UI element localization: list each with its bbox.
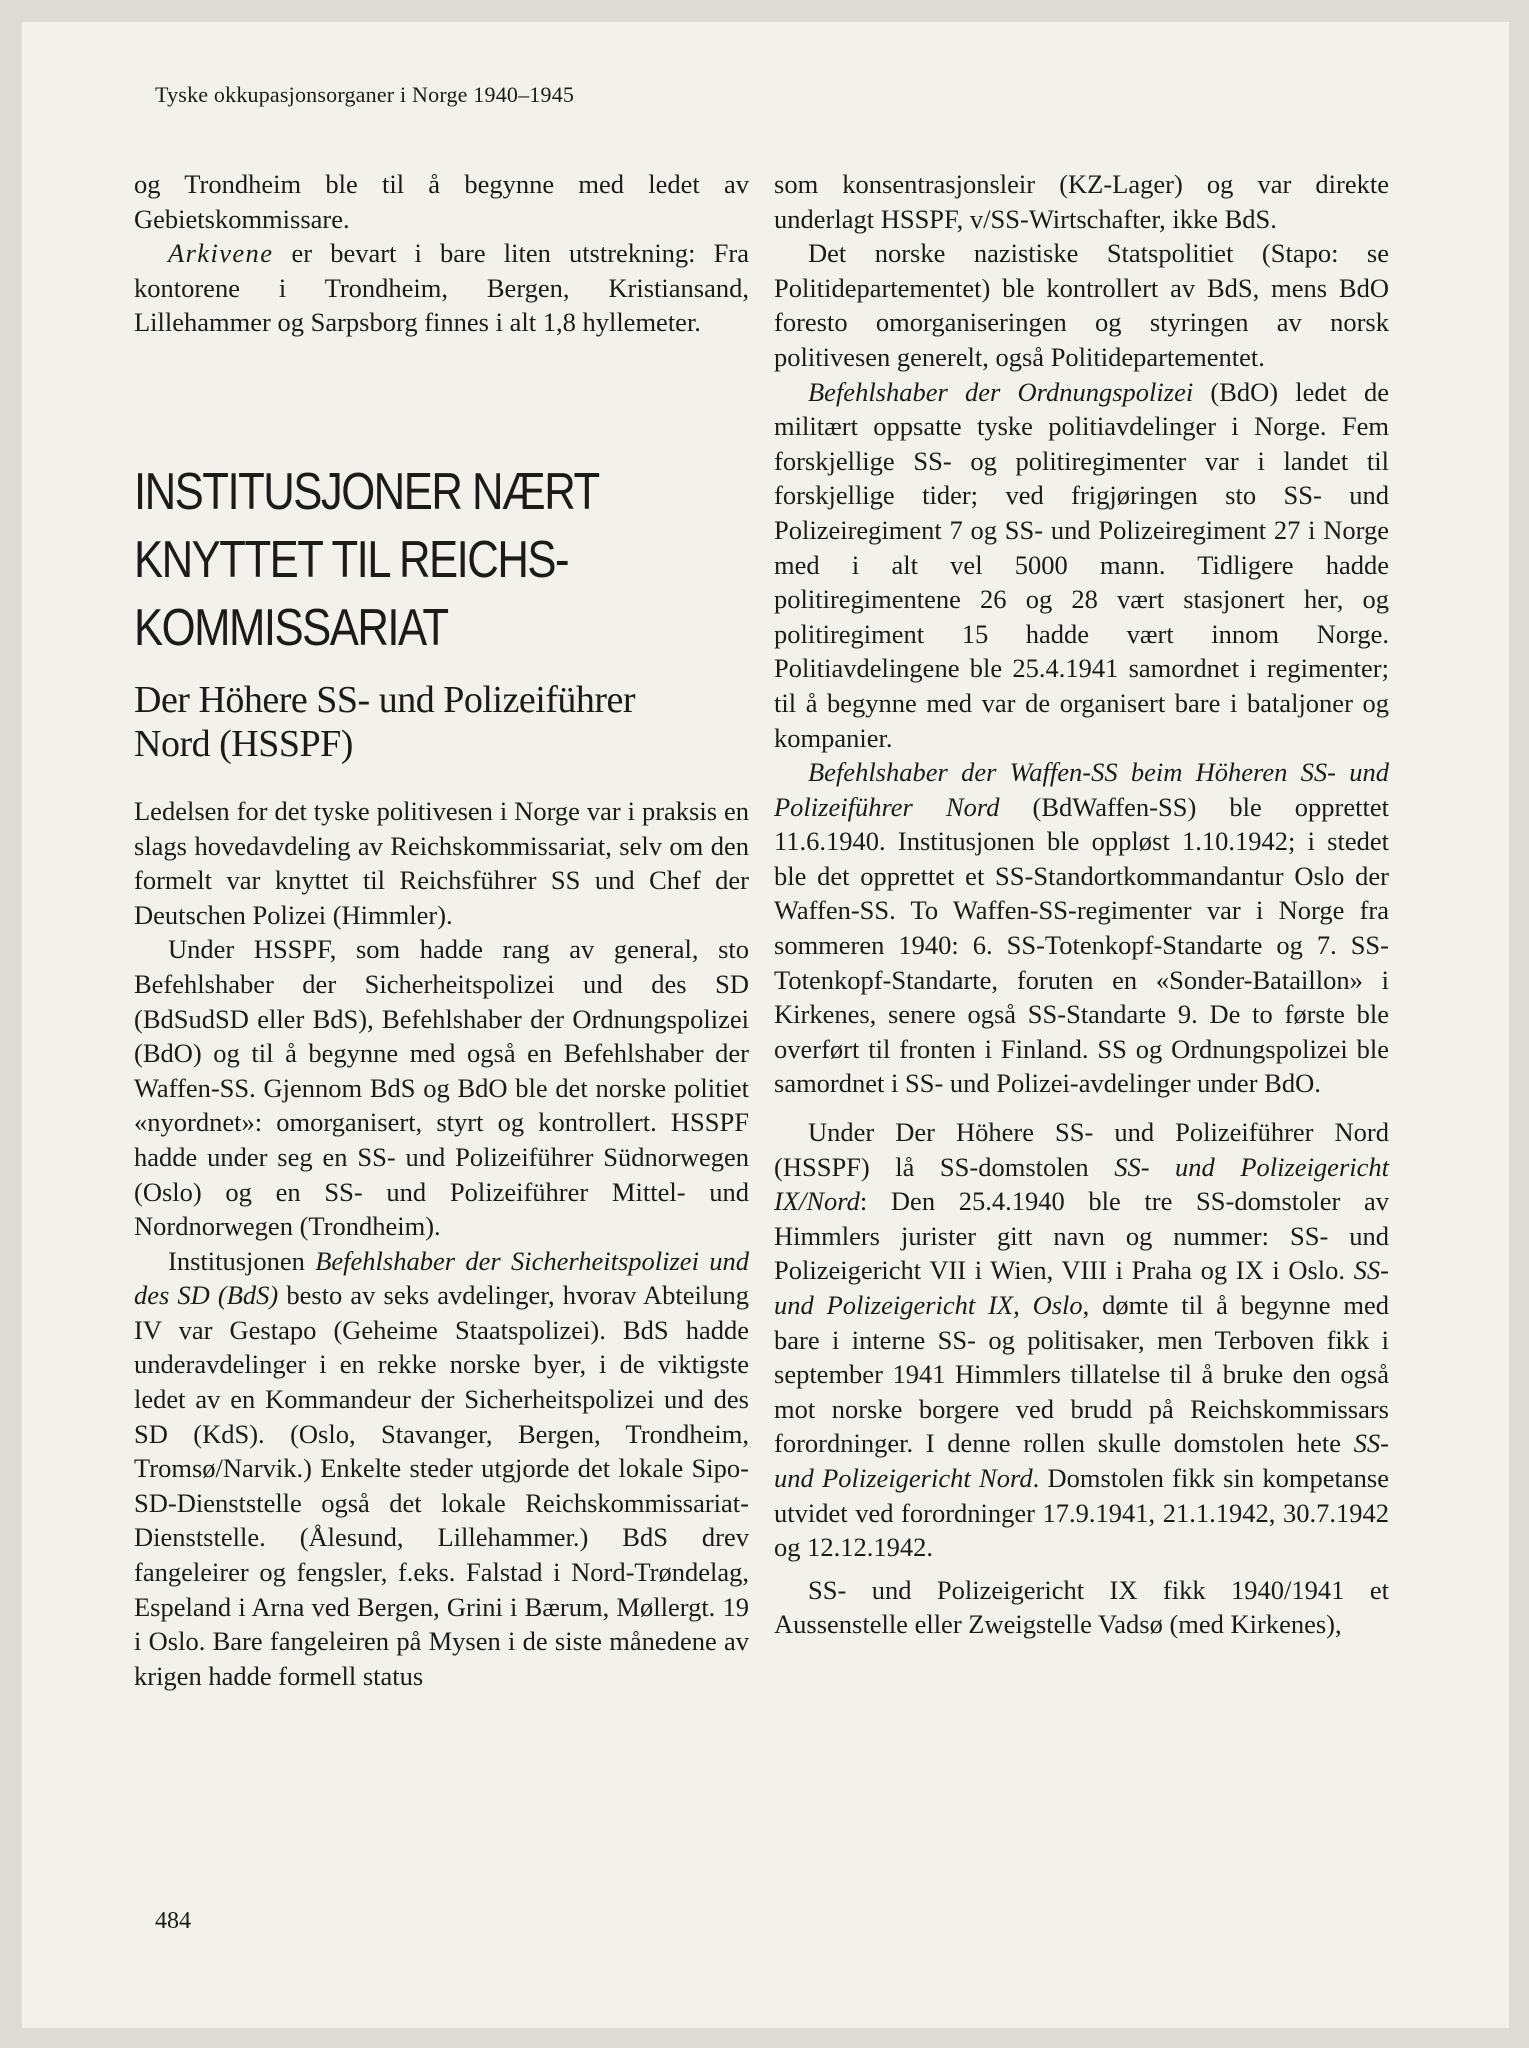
subsection-heading bbox=[134, 678, 749, 766]
text-run: besto av seks avdelinger, hvorav Abteilung IV var Gestapo (Geheime Staatspolizei). BdS hadde underavdelinger i en rekke norske byer, i de viktigste ledet av en Kommandeur der Sicherheitspolizei und des SD (KdS). (Oslo, Stavanger, Bergen, Trondheim, Tromsø/Narvik.) Enkelte steder utgjorde det lokale Sipo-SD-Dienststelle også det lokale Reichskommissariat-Dienststelle. (Ålesund, Lillehammer.) BdS drev fangeleirer og fengsler, f.eks. Falstad i Nord-Trøndelag, Espeland i Arna ved Bergen, Grini i Bærum, Møllergt. 19 i Oslo. Bare fangeleiren på Mysen i de siste månedene av krigen hadde formell status bbox=[134, 1280, 749, 1691]
text-run: (BdWaffen-SS) ble opprettet 11.6.1940. Institusjonen ble oppløst 1.10.1942; i stedet ble det opprettet et SS-Standortkommandantur Oslo der Waffen-SS. To Waffen-SS-regimenter var i Norge fra sommeren 1940: 6. SS-Totenkopf-Standarte og 7. SS-Totenkopf-Standarte, foruten en «Sonder-Bataillon» i Kirkenes, senere også SS-Standarte 9. De to første ble overført til fronten i Finland. SS og Ordnungspolizei ble samordnet i SS- und Polizei-avdelinger under BdO. bbox=[774, 791, 1389, 1099]
page-number: 484 bbox=[155, 1908, 191, 1934]
heading-line: KOMMISSARIAT bbox=[134, 598, 448, 657]
book-page bbox=[22, 22, 1509, 2028]
text-run: Institusjonen bbox=[168, 1245, 316, 1276]
italic-term: Befehlshaber der Ordnungspolizei bbox=[808, 376, 1194, 407]
paragraph: som konsentrasjonsleir (KZ-Lager) og var direkte underlagt HSSPF, v/SS-Wirtschafter, ikke BdS. bbox=[774, 169, 1389, 234]
running-head: Tyske okkupasjonsorganer i Norge 1940–1945 bbox=[155, 82, 575, 107]
heading-line: INSTITUSJONER NÆRT bbox=[134, 462, 599, 521]
paragraph: SS- und Polizeigericht IX fikk 1940/1941 et Aussenstelle eller Zweigstelle Vadsø (med Kirkenes), bbox=[774, 1574, 1389, 1640]
paragraph bbox=[774, 375, 1389, 756]
italic-term: Befehlshaber der Sicherheitspolizei und des SD (BdS) bbox=[134, 1245, 749, 1311]
italic-term: SS- und Polizeigericht IX/Nord bbox=[774, 1151, 1389, 1217]
text-run: . Domstolen fikk sin kompetanse utvidet ved forordninger 17.9.1941, 21.1.1942, 30.7.1942 og 12.12.1942. bbox=[774, 1462, 1389, 1563]
italic-term: Befehlshaber der Waffen-SS beim Höheren SS- und Polizeiführer Nord bbox=[774, 757, 1389, 822]
paragraph: Under HSSPF, som hadde rang av general, sto Befehlshaber der Sicherheitspolizei und des SD (BdSudSD eller BdS), Befehlshaber der Ordnungspolizei (BdO) og til å begynne med også en Befehlshaber der Waffen-SS. Gjennom BdS og BdO ble det norske politiet «nyordnet»: omorganisert, styrt og kontrollert. HSSPF hadde under seg en SS- und Polizeiführer Südnorwegen (Oslo) og en SS- und Polizeiführer Mittel- und Nordnorwegen (Trondheim). bbox=[134, 934, 749, 1242]
text-run: Under Der Höhere SS- und Polizeiführer Nord (HSSPF) lå SS-domstolen bbox=[774, 1117, 1389, 1182]
paragraph bbox=[134, 1244, 749, 1694]
text-run: : Den 25.4.1940 ble tre SS-domstoler av Himmlers jurister gitt navn og nummer: SS- und Polizeigericht VII i Wien, VIII i Praha og IX i Oslo. bbox=[774, 1186, 1389, 1286]
subheading-line: Nord (HSSPF) bbox=[134, 722, 353, 765]
text-run: (BdO) ledet de militært oppsatte tyske politiavdelinger i Norge. Fem forskjellige SS- og politiregimenter var i landet til forskjellige tider; ved frigjøringen sto SS- und Polizeiregiment 7 og SS- und Polizeiregiment 27 i Norge med i alt vel 5000 mann. Tidligere hadde politiregimentene 26 og 28 vært stasjonert her, og politiregiment 15 hadde vært innom Norge. Politiavdelingene ble 25.4.1941 samordnet i regimenter; til å begynne med var de organisert bare i bataljoner og kompanier. bbox=[774, 376, 1389, 753]
archives-label: Arkivene bbox=[168, 238, 274, 269]
heading-line: KNYTTET TIL REICHS- bbox=[134, 530, 569, 589]
paragraph: Det norske nazistiske Statspolitiet (Stapo: se Politidepartementet) ble kontrollert av BdS, mens BdO foresto omorganiseringen og styringen av norsk politivesen generelt, også Politidepartementet. bbox=[774, 238, 1389, 372]
paragraph bbox=[774, 1115, 1389, 1565]
italic-term: SS- und Polizeigericht Nord bbox=[774, 1428, 1389, 1493]
section-heading bbox=[134, 458, 754, 662]
left-column bbox=[134, 167, 749, 1693]
subheading-line: Der Höhere SS- und Polizeiführer bbox=[134, 678, 636, 721]
paragraph: Ledelsen for det tyske politivesen i Norge var i praksis en slags hovedavdeling av Reichskommissariat, selv om den formelt var knyttet til Reichsführer SS und Chef der Deutschen Polizei (Himmler). bbox=[134, 795, 749, 930]
paragraph: og Trondheim ble til å begynne med ledet av Gebietskommissare. bbox=[134, 169, 749, 234]
paragraph-archives bbox=[134, 236, 749, 340]
right-column bbox=[774, 167, 1389, 1642]
paragraph bbox=[774, 755, 1389, 1101]
text-run: , dømte til å begynne med bare i interne SS- og politisaker, men Terboven fikk i september 1941 Himmlers tillatelse til å bruke den også mot norske borgere ved brudd på Reichskommissars forordninger. I denne rollen skulle domstolen hete bbox=[774, 1290, 1389, 1459]
italic-term: SS- und Polizeigericht IX, Oslo bbox=[774, 1255, 1389, 1320]
archives-text: er bevart i bare liten utstrekning: Fra kontorene i Trondheim, Bergen, Kristiansand, Lillehammer og Sarpsborg finnes i alt 1,8 hyllemeter. bbox=[134, 238, 749, 338]
